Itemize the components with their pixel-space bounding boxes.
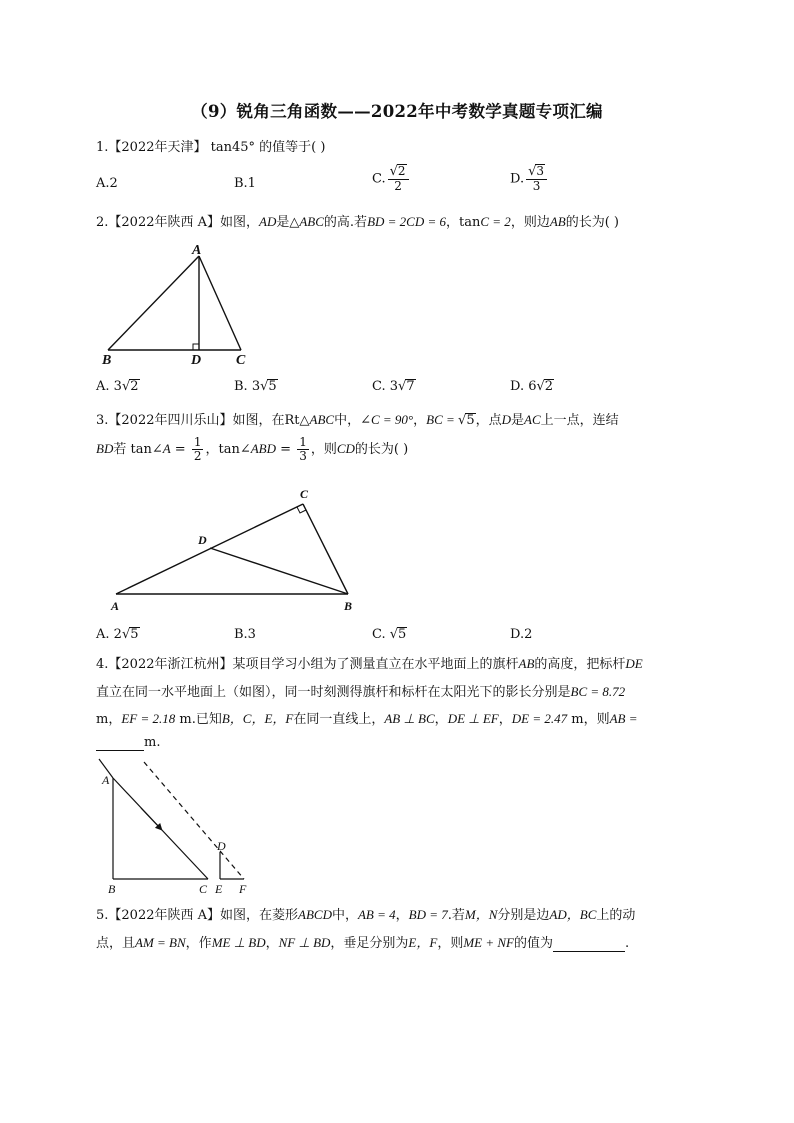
q3-stem-part: 若 tan∠ <box>113 442 163 458</box>
q3-var-ac: AC <box>524 412 541 427</box>
q3-frac1-den: 2 <box>193 449 202 464</box>
q5-stem-part: 上的动 <box>596 908 636 923</box>
q2-option-c-radicand: 7 <box>406 379 415 394</box>
q3-label-d: D <box>198 533 207 547</box>
q2-stem-part: ，tan <box>446 215 481 230</box>
q3-expr-bc: BC = <box>426 412 459 427</box>
q1-option-d-fraction: $\frac{√3}{3}$ <box>526 164 547 193</box>
q4-stem-part: 在同一直线上， <box>293 712 385 727</box>
q5-stem-part: 中， <box>331 908 358 923</box>
q4-stem-part: m.已知 <box>175 712 222 727</box>
q2-option-a: A. 3√2 <box>96 379 139 394</box>
q3-frac1-num: 1 <box>193 435 202 449</box>
q3-frac2-num: 1 <box>299 435 307 449</box>
q5-expr-am-bn: AM = BN <box>135 935 186 950</box>
q1-option-d <box>510 164 549 193</box>
q3-segment-cb <box>303 504 348 594</box>
q3-label-a: A <box>111 599 120 613</box>
q4-label-e: E <box>215 882 223 896</box>
q1-option-a: A.2 <box>96 176 118 191</box>
q4-expr-ef: EF = 2.18 <box>121 711 176 726</box>
q5-var-abcd: ABCD <box>298 907 332 922</box>
q1-stem: 1.【2022年天津】 tan45° 的值等于( ) <box>96 140 326 155</box>
q4-dashed-ray-df <box>144 762 244 879</box>
q2-segment-ab <box>108 256 199 350</box>
page-title: （9）锐角三角函数——2022年中考数学真题专项汇编 <box>191 102 603 121</box>
q3-label-b: B <box>344 599 353 613</box>
q2-label-d: D <box>191 353 202 368</box>
q2-option-c: C. 3√7 <box>372 379 415 394</box>
q3-stem-part: 3.【2022年四川乐山】如图，在Rt△ <box>96 413 310 428</box>
q3-fraction-third <box>297 436 309 463</box>
q4-stem-part: m，则 <box>567 712 610 727</box>
q2-segment-ac <box>199 256 241 350</box>
q3-var-cd: CD <box>336 441 355 457</box>
q4-stem-part: m. <box>144 735 161 750</box>
q3-label-c: C <box>300 487 309 501</box>
q4-vars-bcef: B，C，E，F <box>221 711 294 726</box>
q3-var-abc: ABC <box>309 412 335 427</box>
q2-stem <box>96 211 619 230</box>
q3-stem-line2 <box>96 436 408 463</box>
q4-label-c: C <box>199 882 208 896</box>
q2-option-d-radicand: 2 <box>544 379 554 394</box>
q2-option-b: B. 3√5 <box>234 379 277 394</box>
q4-stem-line1 <box>96 653 643 672</box>
q1-option-d-prefix: D. <box>510 171 525 187</box>
q3-var-a: A <box>162 441 171 457</box>
q1-option-c-radicand: 2 <box>397 164 406 178</box>
q4-stem-part: 直立在同一水平地面上（如图），同一时刻测得旗杆和标杆在太阳光下的影长分别是 <box>96 685 571 700</box>
q2-expr-bd: BD = 2CD = 6 <box>367 214 446 229</box>
q2-right-angle-mark <box>193 344 199 350</box>
q3-stem-part: 是 <box>511 413 525 428</box>
q3-option-c-radicand: 5 <box>398 627 407 642</box>
q5-expr-bd: BD = 7 <box>408 907 448 922</box>
q5-stem-line1 <box>96 904 635 923</box>
q2-option-b-radicand: 5 <box>268 379 277 394</box>
q3-option-a-radicand: 5 <box>130 627 139 642</box>
q4-expr-ab-perp-bc: AB ⊥ BC <box>384 711 435 726</box>
q4-answer-blank <box>96 735 144 751</box>
q4-sunray-arrow <box>141 808 160 828</box>
q3-stem-part: ，tan∠ <box>205 442 251 458</box>
q5-stem-part: 的值为 <box>513 936 553 951</box>
q4-stem-part: 4.【2022年浙江杭州】某项目学习小组为了测量直立在水平地面上的旗杆 <box>96 657 519 672</box>
q2-var-ad: AD <box>259 214 277 229</box>
q3-expr-bc-radicand: 5 <box>466 413 475 428</box>
q2-expr-tanc: C = 2 <box>480 214 511 229</box>
q3-equals: = <box>276 442 296 458</box>
q4-expr-de-perp-ef: DE ⊥ EF <box>447 711 499 726</box>
q4-stem-line3 <box>96 708 637 727</box>
q4-label-a: A <box>102 773 110 787</box>
q3-stem-part: 的长为( ) <box>354 442 409 458</box>
q3-option-a: A. 2√5 <box>96 627 139 642</box>
q2-option-b-prefix: B. 3 <box>234 379 261 394</box>
q1-option-b: B.1 <box>234 176 256 191</box>
q5-stem-part: ，作 <box>185 936 212 951</box>
q2-var-abc: ABC <box>299 214 324 229</box>
q5-stem-part: ， <box>395 908 409 923</box>
q3-stem-part: ，点 <box>475 413 502 428</box>
q1-option-d-radicand: 3 <box>536 164 545 178</box>
q3-stem-part: 上一点，连结 <box>540 413 619 428</box>
q2-label-b: B <box>102 353 112 368</box>
q2-var-ab: AB <box>549 214 566 229</box>
q5-stem-part: .若 <box>447 908 465 923</box>
q2-figure <box>96 236 266 370</box>
q3-var-bd: BD <box>96 441 114 457</box>
q5-stem-end: . <box>625 936 630 951</box>
q1-option-c-denominator: 2 <box>394 179 402 194</box>
q2-stem-part: 2.【2022年陕西 A】如图， <box>96 215 260 230</box>
q3-option-c: C. √5 <box>372 627 407 642</box>
q2-stem-part: ，则边 <box>510 215 550 230</box>
q4-var-ab: AB <box>518 656 535 671</box>
q4-expr-de: DE = 2.47 <box>511 711 568 726</box>
q3-var-d: D <box>501 412 512 427</box>
q5-answer-blank <box>553 936 625 952</box>
q5-expr-me-perp-bd: ME ⊥ BD <box>211 935 266 950</box>
q5-stem-part: ，则 <box>437 936 464 951</box>
q3-stem-part: ， <box>413 413 427 428</box>
q2-option-d: D. 6√2 <box>510 379 554 394</box>
q5-stem-part: 5.【2022年陕西 A】如图，在菱形 <box>96 908 299 923</box>
q2-stem-part: 的长为( ) <box>565 215 619 230</box>
q2-label-a: A <box>192 243 202 258</box>
q5-stem-part: ，垂足分别为 <box>330 936 409 951</box>
q3-var-abd: ABD <box>250 441 277 457</box>
q5-vars-mn: M，N <box>464 907 498 922</box>
q5-stem-line2 <box>96 932 629 952</box>
q5-stem-part: 点，且 <box>96 936 136 951</box>
q5-stem-part: ， <box>265 936 279 951</box>
q3-expr-c: C = 90° <box>370 412 414 427</box>
q3-equals: = <box>170 442 190 458</box>
q3-segment-ac <box>116 504 303 594</box>
q3-stem-part: 中，∠ <box>334 413 371 428</box>
q3-option-b: B.3 <box>234 627 256 642</box>
q4-stem-part: ， <box>434 712 448 727</box>
q2-stem-part: 是△ <box>276 215 300 230</box>
q4-expr-ab-equals: AB = <box>609 711 638 726</box>
q3-fraction-half <box>192 436 204 463</box>
q4-stem-line4 <box>96 735 160 751</box>
q1-option-c <box>372 164 411 193</box>
q2-option-c-prefix: C. 3 <box>372 379 399 394</box>
q1-option-d-denominator: 3 <box>532 179 541 194</box>
q4-figure <box>96 756 256 896</box>
q4-expr-bc: BC = 8.72 <box>570 684 626 699</box>
q3-option-d: D.2 <box>510 627 533 642</box>
q4-label-f: F <box>239 882 247 896</box>
q4-stem-part: m， <box>96 712 122 727</box>
q5-stem-part: 分别是边 <box>497 908 550 923</box>
q4-stem-part: ， <box>498 712 512 727</box>
q2-stem-part: 的高.若 <box>323 215 368 230</box>
q2-option-a-prefix: A. 3 <box>96 379 122 394</box>
q4-label-b: B <box>108 882 116 896</box>
q3-stem-part: ，则 <box>310 442 337 458</box>
q5-expr-me-plus-nf: ME + NF <box>463 935 514 950</box>
q2-label-c: C <box>236 353 246 368</box>
q4-stem-line2 <box>96 681 625 700</box>
q3-segment-bd <box>210 548 348 594</box>
q1-option-c-fraction: $\frac{√2}{2}$ <box>388 164 409 193</box>
q3-option-c-prefix: C. <box>372 627 390 642</box>
q5-vars-ef: E，F <box>408 935 438 950</box>
q2-option-d-prefix: D. 6 <box>510 379 537 394</box>
q4-label-d: D <box>217 839 226 853</box>
q5-vars-ad-bc: AD，BC <box>549 907 597 922</box>
q4-var-de: DE <box>625 656 643 671</box>
q3-option-a-prefix: A. 2 <box>96 627 122 642</box>
q5-expr-ab: AB = 4 <box>357 907 396 922</box>
q4-stem-part: 的高度，把标杆 <box>534 657 626 672</box>
q3-frac2-den: 3 <box>299 449 307 464</box>
q4-sunray-ac <box>113 778 208 879</box>
q3-stem-line1: 3.【2022年四川乐山】如图，在Rt△ABC中，∠C = 90°，BC = √5，点D是AC上一点，连结 <box>96 412 619 428</box>
q5-expr-nf-perp-bd: NF ⊥ BD <box>278 935 331 950</box>
q1-option-c-prefix: C. <box>372 171 386 187</box>
q2-option-a-radicand: 2 <box>130 379 139 394</box>
q3-figure <box>100 480 370 614</box>
